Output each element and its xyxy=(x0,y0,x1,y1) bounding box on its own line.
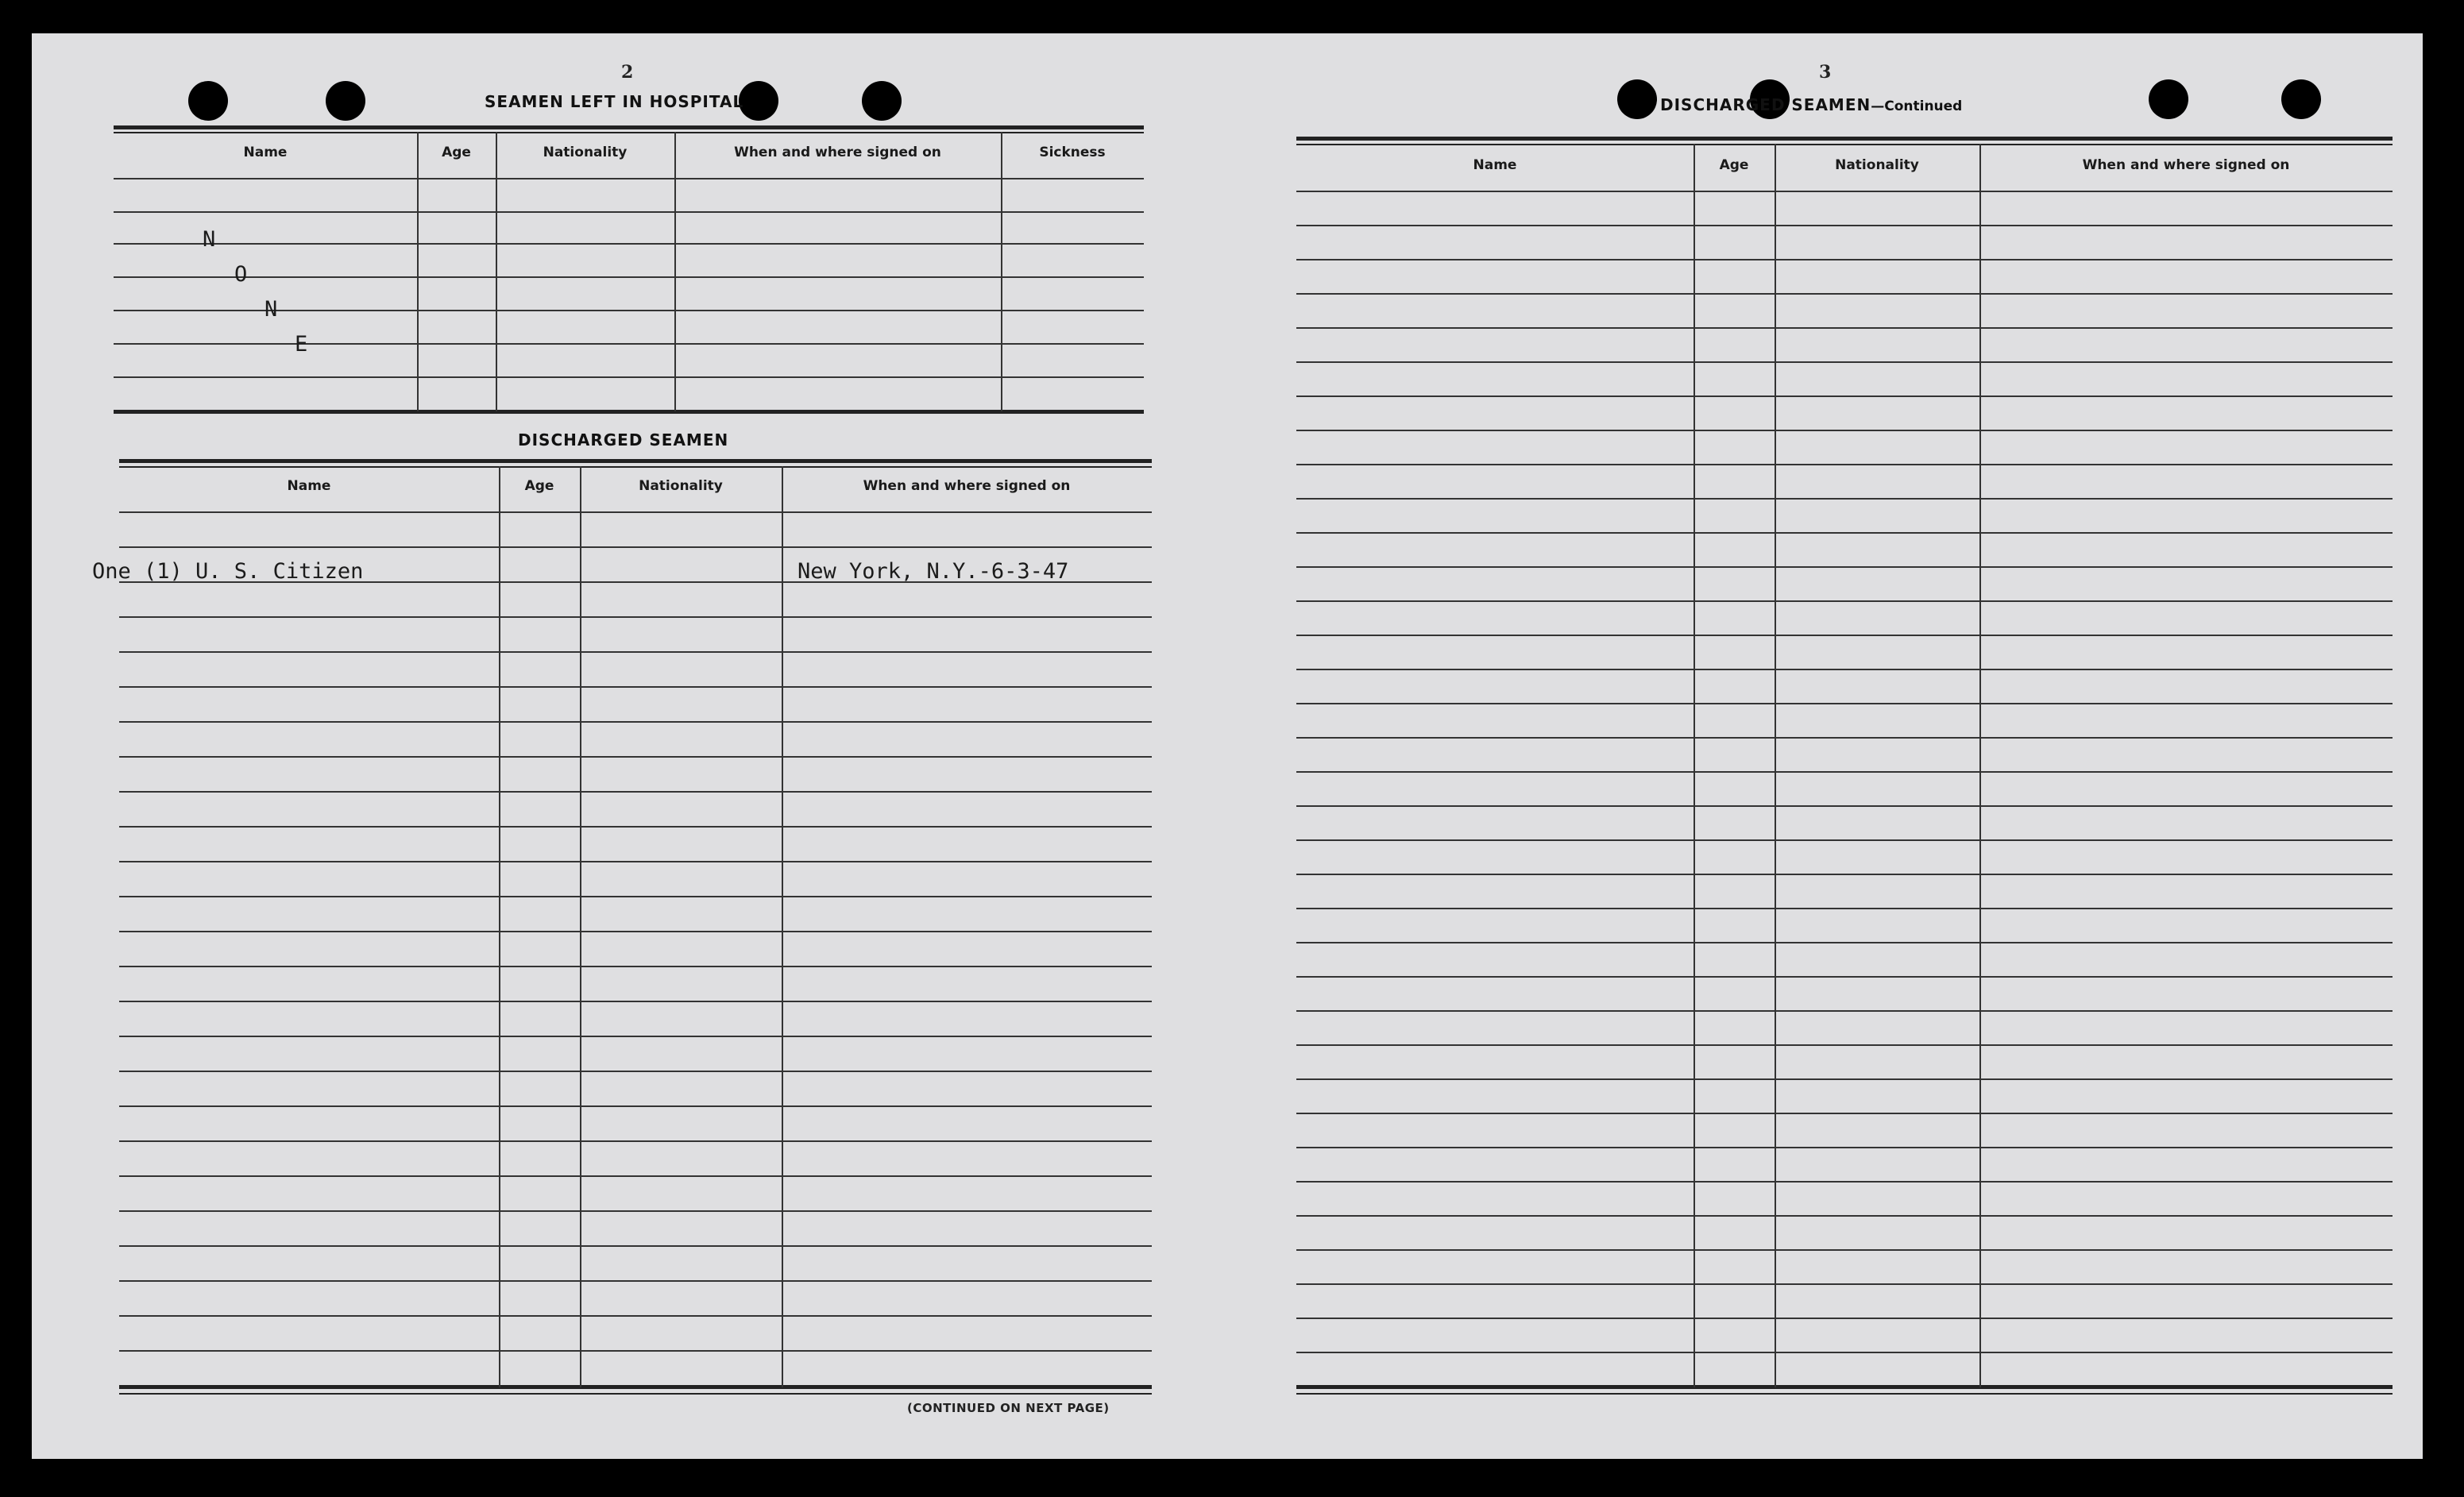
hospital-col-age: Age xyxy=(442,145,471,160)
discharged-continued-table xyxy=(1296,137,2393,1435)
hospital-col-nationality: Nationality xyxy=(543,145,628,160)
punch-hole xyxy=(2281,79,2321,119)
discharged-col-signed-on: When and where signed on xyxy=(863,478,1071,494)
punch-hole xyxy=(326,81,365,121)
right-section-title-suffix: —Continued xyxy=(1871,98,1963,114)
continued-col-name: Name xyxy=(1473,157,1517,173)
entry-letter-o: O xyxy=(234,262,248,287)
continued-col-nationality: Nationality xyxy=(1835,157,1919,173)
hospital-col-signed-on: When and where signed on xyxy=(734,145,941,160)
punch-hole xyxy=(862,81,902,121)
right-section-title xyxy=(1660,95,1962,114)
entry-letter-n: N xyxy=(203,227,216,252)
hospital-col-name: Name xyxy=(243,145,288,160)
left-page-number: 2 xyxy=(621,62,634,83)
continued-col-age: Age xyxy=(1719,157,1749,173)
punch-hole xyxy=(1617,79,1657,119)
hospital-table xyxy=(114,125,1144,415)
discharged-section-title: DISCHARGED SEAMEN xyxy=(518,430,729,449)
discharged-col-age: Age xyxy=(524,478,554,494)
punch-hole xyxy=(2149,79,2188,119)
continued-col-signed-on: When and where signed on xyxy=(2082,157,2290,173)
discharged-col-nationality: Nationality xyxy=(639,478,723,494)
hospital-col-sickness: Sickness xyxy=(1039,145,1106,160)
entry-letter-e: E xyxy=(295,332,308,357)
right-section-title-main: DISCHARGED SEAMEN xyxy=(1660,95,1871,114)
punch-hole xyxy=(739,81,778,121)
discharged-row-signed-on: New York, N.Y.-6-3-47 xyxy=(798,559,1069,584)
punch-hole xyxy=(188,81,228,121)
discharged-table xyxy=(92,459,1152,1428)
continued-footer: (CONTINUED ON NEXT PAGE) xyxy=(907,1401,1110,1415)
ledger-sheet xyxy=(32,33,2423,1459)
discharged-row-name: One (1) U. S. Citizen xyxy=(92,559,364,584)
discharged-col-name: Name xyxy=(287,478,331,494)
right-page-number: 3 xyxy=(1819,62,1832,83)
entry-letter-n-second: N xyxy=(265,297,278,322)
hospital-section-title: SEAMEN LEFT IN HOSPITAL xyxy=(485,92,744,111)
